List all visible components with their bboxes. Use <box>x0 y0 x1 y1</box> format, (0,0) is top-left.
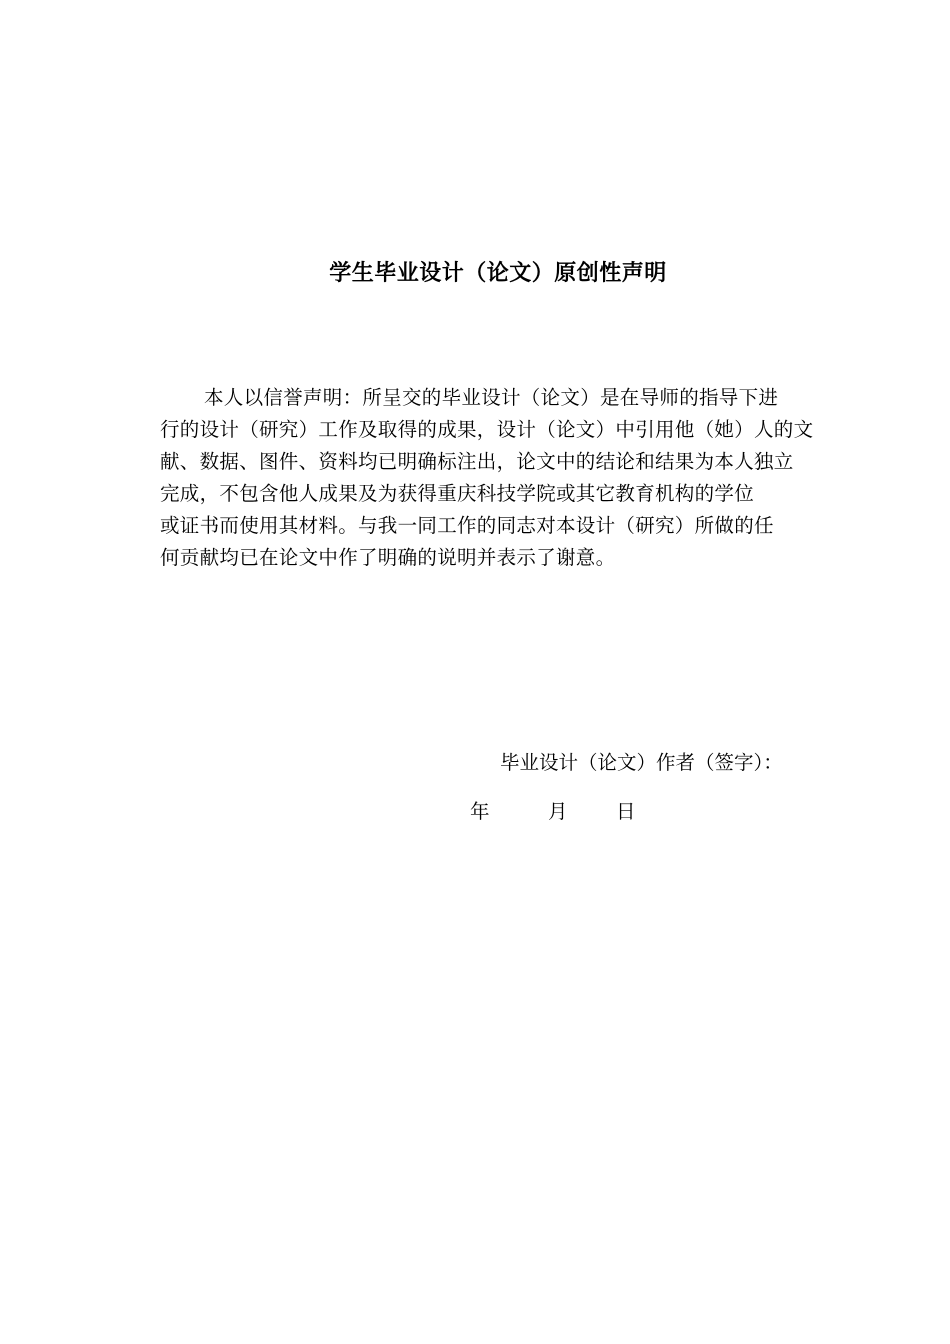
declaration-line: 完成，不包含他人成果及为获得重庆科技学院或其它教育机构的学位 <box>160 482 755 505</box>
date-year-label: 年 <box>470 800 490 823</box>
declaration-line: 本人以信誉声明：所呈交的毕业设计（论文）是在导师的指导下进 <box>204 386 779 409</box>
signature-label: 毕业设计（论文）作者（签字）： <box>500 751 783 774</box>
declaration-line: 或证书而使用其材料。与我一同工作的同志对本设计（研究）所做的任 <box>160 514 774 537</box>
date-month-label: 月 <box>548 800 568 823</box>
declaration-line: 行的设计（研究）工作及取得的成果，设计（论文）中引用他（她）人的文 <box>160 418 814 441</box>
declaration-line: 何贡献均已在论文中作了明确的说明并表示了谢意。 <box>160 546 616 569</box>
date-day-label: 日 <box>616 800 636 823</box>
declaration-body <box>160 382 840 574</box>
declaration-line: 献、数据、图件、资料均已明确标注出，论文中的结论和结果为本人独立 <box>160 450 794 473</box>
page-title: 学生毕业设计（论文）原创性声明 <box>329 261 667 286</box>
